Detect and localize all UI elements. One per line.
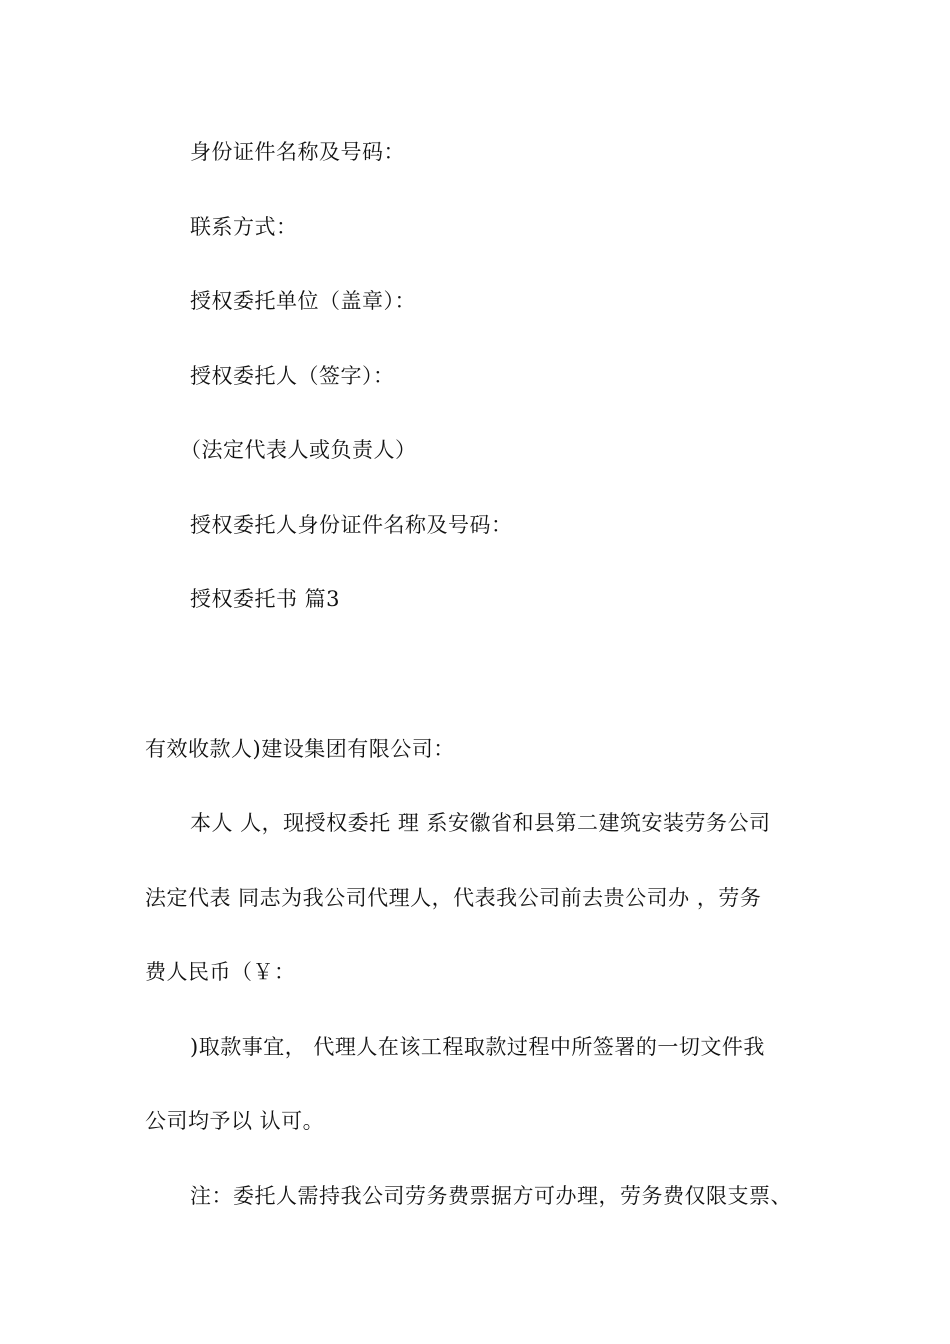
- addressee-line: 有效收款人)建设集团有限公司：: [145, 737, 455, 761]
- body-paragraph-line-4: )取款事宜， 代理人在该工程取款过程中所签署的一切文件我: [190, 1035, 765, 1059]
- body-paragraph-line-2: 法定代表 同志为我公司代理人，代表我公司前去贵公司办 ，劳务: [145, 886, 762, 910]
- section-heading: 授权委托书 篇3: [190, 587, 341, 611]
- contact-line: 联系方式：: [190, 215, 298, 239]
- body-paragraph-line-5: 公司均予以 认可。: [145, 1109, 325, 1133]
- legal-representative-note: （法定代表人或负责人）: [180, 438, 417, 462]
- authorizing-unit-line: 授权委托单位（盖章）：: [190, 289, 416, 313]
- id-document-line: 身份证件名称及号码：: [190, 140, 405, 164]
- authorizer-id-line: 授权委托人身份证件名称及号码：: [190, 513, 513, 537]
- body-paragraph-line-1: 本人 人，现授权委托 理 系安徽省和县第二建筑安装劳务公司: [190, 811, 771, 835]
- authorizer-signature-line: 授权委托人（签字）：: [190, 364, 395, 388]
- note-line: 注：委托人需持我公司劳务费票据方可办理，劳务费仅限支票、: [190, 1184, 792, 1208]
- body-paragraph-line-3: 费人民币（￥：: [145, 960, 296, 984]
